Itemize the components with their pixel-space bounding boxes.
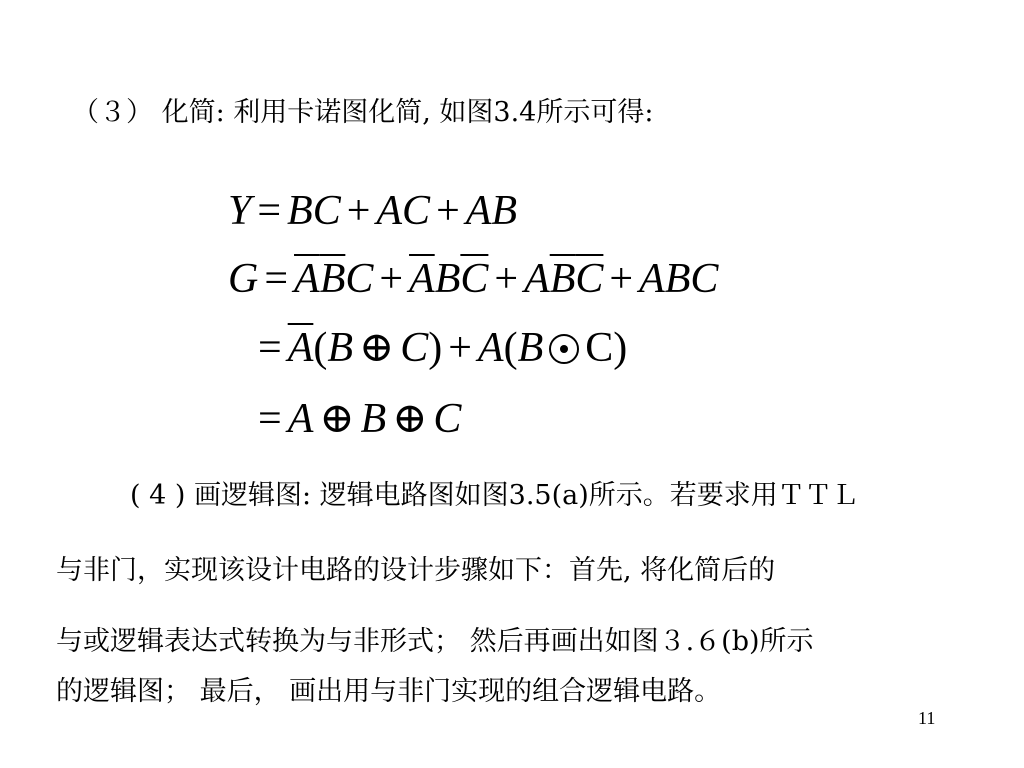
step4-line3: 与或逻辑表达式转换为与非形式； 然后再画出如图３.６(b)所示 xyxy=(56,626,814,657)
step4-line1: ( 4 ) 画逻辑图: 逻辑电路图如图3.5(a)所示。若要求用ＴＴＬ xyxy=(130,480,859,511)
equation-g: $G = \overline{A}\overline{B}C + \overline{A}B\overline{C} + A\overline{B}\overline{C}$ + ABC xyxy=(228,256,719,302)
equation-g-step2: = $\overline{A}(B$ ⊕ C) + A(B C) xyxy=(258,325,628,371)
equation-y: Y = BC + AC + AB xyxy=(228,188,518,234)
xnor-operator-icon xyxy=(549,334,579,364)
page-number: 11 xyxy=(918,708,936,728)
step3-text: （３） 化简: 利用卡诺图化简, 如图3.4所示可得: xyxy=(72,97,654,128)
equation-g-step3: = A ⊕ B ⊕ C xyxy=(258,396,462,442)
step4-line4: 的逻辑图； 最后， 画出用与非门实现的组合逻辑电路。 xyxy=(56,676,722,707)
step4-line2: 与非门，实现该设计电路的设计步骤如下：首先, 将化简后的 xyxy=(56,555,776,586)
